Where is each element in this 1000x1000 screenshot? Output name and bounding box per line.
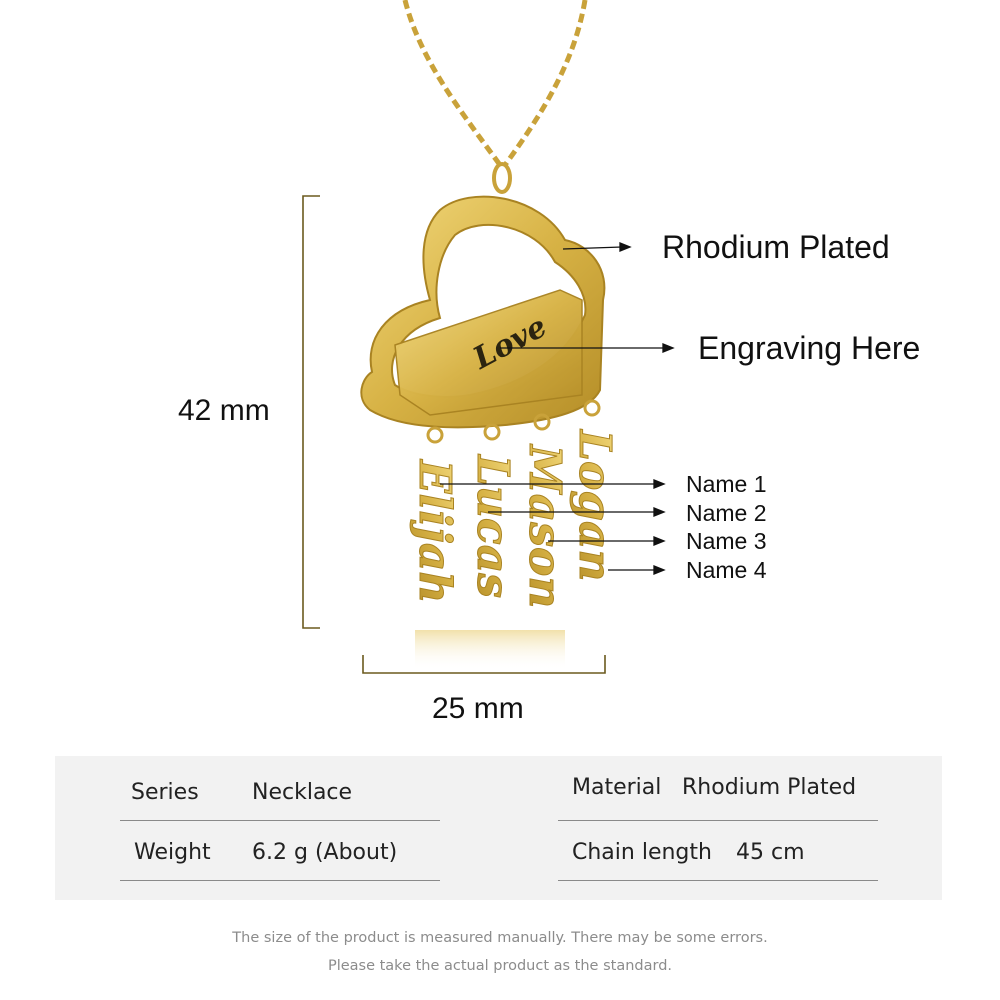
charm-name-4: Logan	[569, 430, 620, 582]
bail	[494, 164, 510, 192]
spec-value: 45 cm	[736, 840, 805, 865]
spec-label: Weight	[134, 840, 211, 865]
name-charms	[409, 401, 620, 670]
height-dimension-label: 42 mm	[178, 394, 270, 427]
footnote-line-2: Please take the actual product as the standard.	[327, 958, 673, 974]
name3-callout: Name 3	[686, 528, 767, 554]
charm-name-2: Lucas	[467, 455, 518, 598]
plating-callout: Rhodium Plated	[662, 229, 890, 265]
spec-row-material	[558, 775, 878, 821]
charm-name-3: Mason	[519, 445, 570, 609]
footnote-line-1: The size of the product is measured manually. There may be some errors.	[232, 930, 768, 946]
height-dimension-line	[303, 196, 320, 628]
charm-4	[569, 401, 620, 582]
spec-label: Series	[131, 780, 199, 805]
charm-reflection	[415, 630, 565, 670]
heart-pendant	[361, 197, 604, 428]
width-dimension-label: 25 mm	[432, 692, 524, 725]
engraving-text: Love	[467, 309, 553, 377]
engraving-callout: Engraving Here	[698, 330, 921, 366]
name4-callout: Name 4	[686, 557, 767, 583]
charm-name-1: Elijah	[409, 460, 460, 604]
spec-label: Chain length	[572, 840, 712, 865]
spec-value: Necklace	[252, 780, 353, 805]
spec-row-weight	[120, 840, 440, 881]
charm-1	[409, 428, 460, 603]
name2-callout: Name 2	[686, 500, 767, 526]
spec-value: Rhodium Plated	[682, 775, 857, 800]
spec-value: 6.2 g (About)	[252, 840, 398, 865]
name1-callout: Name 1	[686, 471, 767, 497]
spec-row-series	[120, 780, 440, 821]
spec-label: Material	[572, 775, 662, 800]
chain	[405, 0, 585, 165]
spec-panel	[55, 756, 942, 900]
spec-row-chain-length	[558, 840, 878, 881]
